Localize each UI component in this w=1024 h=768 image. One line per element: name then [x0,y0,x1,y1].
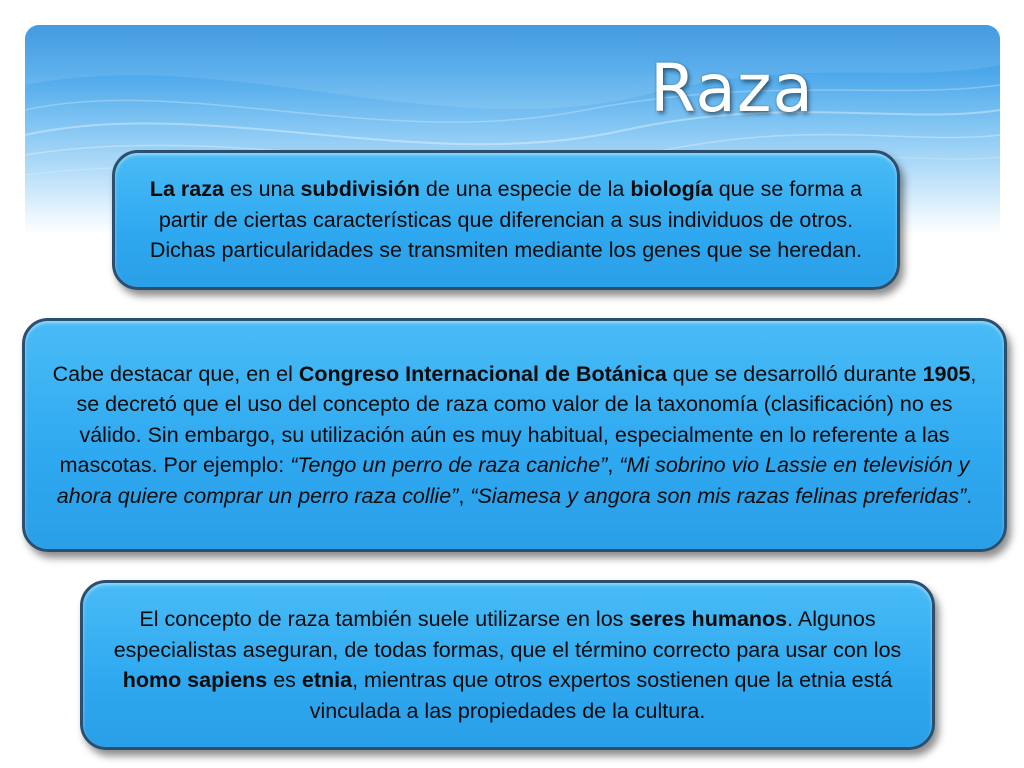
botany-congress-text: Cabe destacar que, en el Congreso Internacional de Botánica que se desarrolló durante 1905, se decretó que el uso del concepto de raza como valor de la taxonomía (clasificación) no es válido. Sin embargo, su utilización aún es muy habitual, especialmente en lo referente a las mascotas. Por ejemplo: “Tengo un perro de raza caniche”, “Mi sobrino vio Lassie en televisión y ahora quiere comprar un perro raza collie”, “Siamesa y angora son mis razas felinas preferidas”. [52,361,977,508]
definition-text: La raza es una subdivisión de una especie de la biología que se forma a partir de ciertas características que diferencian a sus individuos de otros. Dichas particularidades se transmiten mediante los genes que se heredan. [149,177,863,263]
botany-congress-box [22,318,1007,552]
human-ethnicity-text: El concepto de raza también suele utilizarse en los seres humanos. Algunos especialistas aseguran, de todas formas, que el término correcto para usar con los homo sapiens es etnia, mientras que otros expertos sostienen que la etnia está vinculada a las propiedades de la cultura. [113,607,902,723]
human-ethnicity-box [80,580,935,750]
definition-box [112,150,900,290]
slide-title: Raza [650,50,814,127]
